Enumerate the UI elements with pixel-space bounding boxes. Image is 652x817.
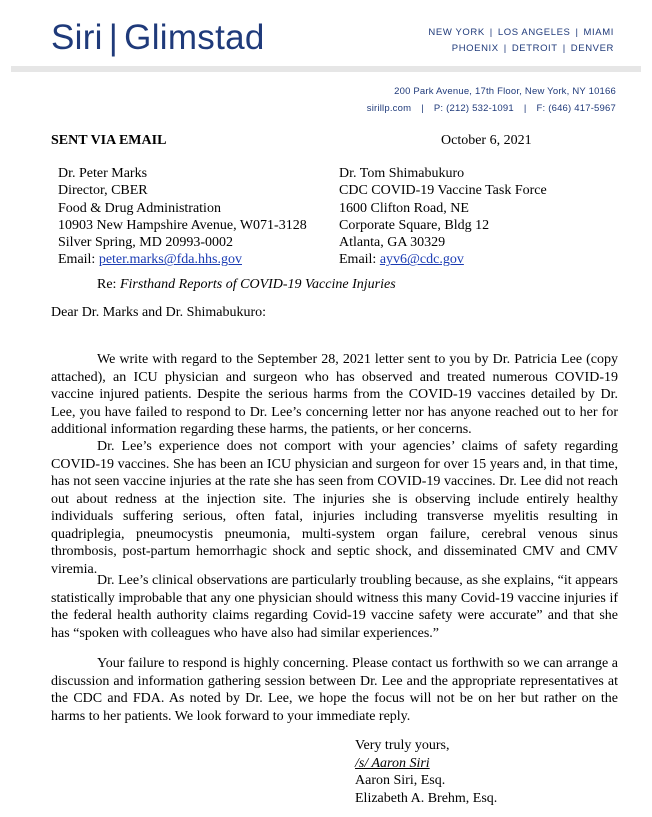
recipient-org: Food & Drug Administration (58, 200, 221, 216)
closing-block (355, 737, 497, 807)
recipient-block-right (339, 165, 547, 269)
signer-2: Elizabeth A. Brehm, Esq. (355, 790, 498, 806)
subject-label: Re: (97, 277, 117, 292)
electronic-signature: /s/ Aaron Siri (355, 755, 430, 771)
recipient-city: Silver Spring, MD 20993-0002 (58, 235, 233, 251)
signer-1: Aaron Siri, Esq. (355, 773, 446, 788)
recipient-name: Dr. Peter Marks (58, 166, 148, 181)
recipient-building: Corporate Square, Bldg 12 (339, 217, 490, 233)
city-miami: MIAMI (583, 27, 614, 38)
letter-date: October 6, 2021 (441, 133, 532, 148)
city-new-york: NEW YORK (428, 27, 485, 38)
recipient-email-line (58, 251, 307, 268)
recipient-email-line (339, 251, 547, 268)
firm-address: 200 Park Avenue, 17th Floor, New York, NY 10166 (394, 86, 616, 97)
firm-separator: | (108, 18, 119, 57)
email-label: Email: (58, 252, 96, 268)
letterhead-divider (11, 66, 641, 72)
firm-name-right: Glimstad (124, 18, 265, 57)
email-label: Email: (339, 252, 377, 268)
subject-text: Firsthand Reports of COVID-19 Vaccine Injuries (119, 277, 396, 292)
office-cities-row-2: PHOENIX | DETROIT | DENVER (451, 43, 614, 54)
recipient-block-left (58, 165, 307, 269)
firm-phone: P: (212) 532-1091 (433, 103, 514, 114)
body-paragraph-4: Your failure to respond is highly concerning. Please contact us forthwith so we can arrange a discussion and information gathering session between Dr. Lee and the appropriate representatives at the CDC and FDA. As noted by Dr. Lee, we hope the focus will not be on her but rather on the harms to her patients. We look forward to your immediate reply. (51, 656, 618, 724)
recipient-name: Dr. Tom Shimabukuro (339, 166, 465, 181)
delivery-method: SENT VIA EMAIL (51, 133, 167, 148)
firm-contact-line: sirillp.com | P: (212) 532-1091 | F: (646) 417-5967 (366, 103, 616, 114)
city-phoenix: PHOENIX (451, 43, 499, 54)
firm-name-left: Siri (51, 18, 103, 57)
body-paragraph-1: We write with regard to the September 28, 2021 letter sent to you by Dr. Patricia Lee (copy attached), an ICU physician and surgeon who has observed and treated numerous COVID-19 vaccine injured patients. Despite the serious harms from the COVID-19 vaccines detailed by Dr. Lee, you have failed to respond to Dr. Lee’s concerning letter nor has anyone reached out to her for additional information regarding these harms, the patients, or her concerns. (51, 352, 618, 437)
recipient-city: Atlanta, GA 30329 (339, 235, 446, 251)
subject-line (97, 277, 396, 293)
recipient-street: 10903 New Hampshire Avenue, W071-3128 (58, 217, 307, 233)
recipient-title: Director, CBER (58, 183, 148, 199)
recipient-email-link[interactable]: ayv6@cdc.gov (379, 252, 464, 268)
city-detroit: DETROIT (511, 43, 558, 54)
salutation: Dear Dr. Marks and Dr. Shimabukuro: (51, 305, 267, 320)
recipient-email-link[interactable]: peter.marks@fda.hhs.gov (98, 252, 242, 268)
city-denver: DENVER (570, 43, 614, 54)
recipient-street: 1600 Clifton Road, NE (339, 200, 469, 216)
firm-fax: F: (646) 417-5967 (536, 103, 616, 114)
valediction: Very truly yours, (355, 738, 450, 753)
body-paragraph-2: Dr. Lee’s experience does not comport with your agencies’ claims of safety regarding COVID-19 vaccines. She has been an ICU physician and surgeon for over 15 years and, in that time, has not seen vaccine injuries at the rate she has seen from COVID-19 vaccines. Dr. Lee did not reach out about redness at the injection site. The injuries she is observing include entirely healthy individuals suffering serious, often fatal, injuries including transverse myelitis resulting in quadriplegia, pneumocystis pneumonia, multi-system organ failure, cerebral venous sinus thrombosis, post-partum hemorrhagic shock and septic shock, and disseminated CMV and CMV viremia. (51, 439, 618, 577)
city-los-angeles: LOS ANGELES (497, 27, 571, 38)
recipient-title: CDC COVID-19 Vaccine Task Force (339, 183, 547, 199)
body-paragraph-3: Dr. Lee’s clinical observations are particularly troubling because, as she explains, “it appears statistically improbable that any one physician should witness this many Covid-19 vaccine injuries if the federal health authority claims regarding Covid-19 vaccine safety were accurate” and that she has “spoken with colleagues who have also had similar experiences.” (51, 573, 618, 641)
office-cities-row-1: NEW YORK | LOS ANGELES | MIAMI (428, 27, 614, 38)
firm-website[interactable]: sirillp.com (366, 103, 412, 114)
firm-logo (51, 18, 265, 58)
